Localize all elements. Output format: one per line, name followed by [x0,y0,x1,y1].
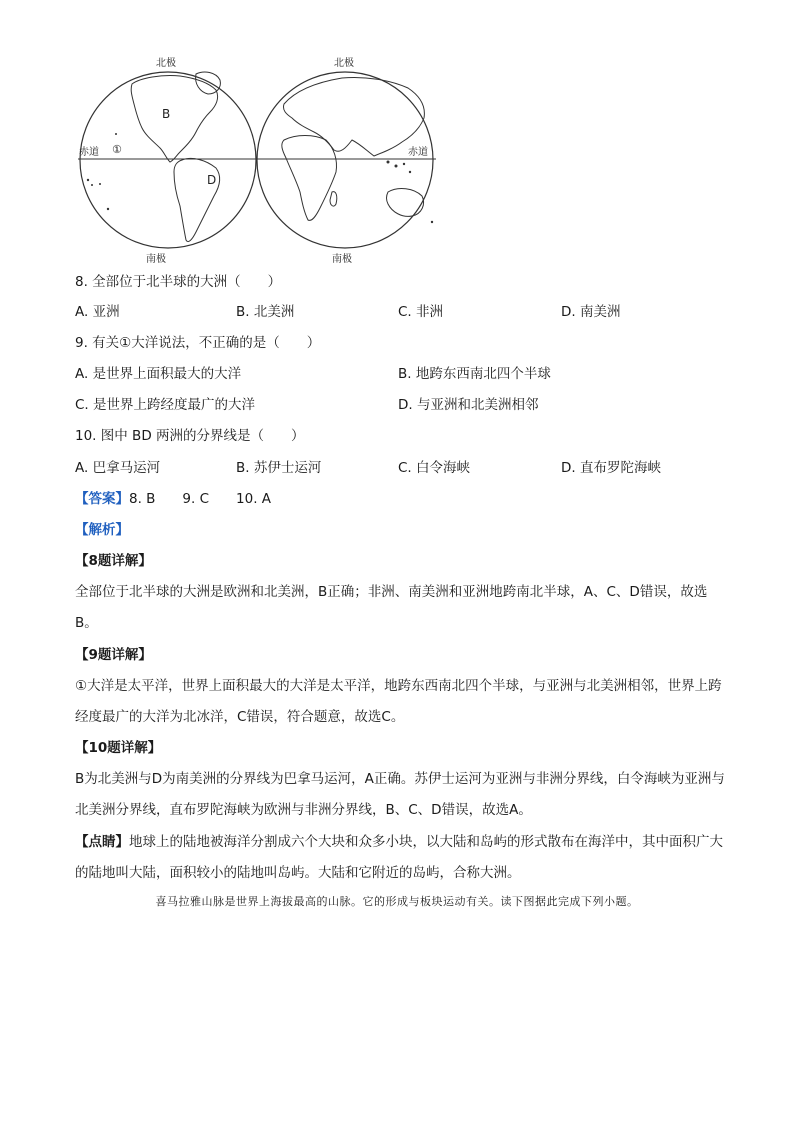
equator-label-east: 赤道 [408,147,428,158]
south-america-shape [174,158,220,241]
north-america-shape [131,75,217,162]
island-dot [409,171,411,173]
north-pole-label-east: 北极 [334,58,354,69]
continent-label-d: D [207,173,217,187]
q10-option-c: C. 白令海峡 [398,460,471,476]
ocean-label-1: ① [112,143,122,156]
world-hemispheres-map [70,52,450,266]
q9-option-c: C. 是世界上跨经度最广的大洋 [75,397,256,413]
answer-tag: 【答案】 [75,491,129,507]
detail-8-title: 【8题详解】 [75,553,152,569]
q8-option-d: D. 南美洲 [561,304,621,320]
island-dot [99,183,101,185]
answer-line [75,489,271,509]
tip-tag: 【点睛】 [75,834,129,850]
q8-stem: 8. 全部位于北半球的大洲（ ） [75,274,282,290]
equator-label-west: 赤道 [79,147,99,158]
continent-label-b: B [162,107,171,121]
africa-shape [282,136,337,221]
q8-option-b: B. 北美洲 [236,304,295,320]
island-dot [395,165,398,168]
q9-stem: 9. 有关①大洋说法，不正确的是（ ） [75,335,321,351]
island-dot [115,133,117,135]
q10-option-a: A. 巴拿马运河 [75,460,161,476]
eurasia-shape [283,77,424,156]
island-dot [431,221,433,223]
greenland-shape [196,72,221,94]
detail-9-title: 【9题详解】 [75,647,152,663]
q8-option-c: C. 非洲 [398,304,444,320]
detail-8-text: 全部位于北半球的大洲是欧洲和北美洲，B正确；非洲、南美洲和亚洲地跨南北半球，A、C、D错误，故选B。 [75,584,708,631]
q10-option-d: D. 直布罗陀海峡 [561,460,661,476]
q9-option-a: A. 是世界上面积最大的大洋 [75,366,242,382]
south-pole-label-east: 南极 [332,254,352,265]
q9-option-d: D. 与亚洲和北美洲相邻 [398,397,539,413]
q9-option-b: B. 地跨东西南北四个半球 [398,366,551,382]
north-pole-label-west: 北极 [156,58,176,69]
q10-option-b: B. 苏伊士运河 [236,460,322,476]
detail-10-text: B为北美洲与D为南美洲的分界线为巴拿马运河，A正确。苏伊士运河为亚洲与非洲分界线，白令海峡为亚洲与北美洲分界线，直布罗陀海峡为欧洲与非洲分界线，B、C、D错误，故选A。 [75,771,725,818]
q10-stem: 10. 图中 BD 两洲的分界线是（ ） [75,428,305,444]
tip-paragraph [75,827,725,888]
madagascar-shape [330,192,337,206]
island-dot [403,163,405,165]
tip-text: 地球上的陆地被海洋分割成六个大块和众多小块，以大陆和岛屿的形式散布在海洋中，其中面积广大的陆地叫大陆，面积较小的陆地叫岛屿。大陆和它附近的岛屿，合称大洲。 [75,834,723,881]
detail-10-title: 【10题详解】 [75,740,162,756]
island-dot [91,184,93,186]
australia-shape [387,189,424,217]
island-dot [107,208,109,210]
answer-values: 8. B 9. C 10. A [129,491,272,507]
next-section-intro: 喜马拉雅山脉是世界上海拔最高的山脉。它的形成与板块运动有关。读下图据此完成下列小题。 [155,895,639,908]
island-dot [87,179,89,181]
q8-option-a: A. 亚洲 [75,304,120,320]
south-pole-label-west: 南极 [146,254,166,265]
detail-9-text: ①大洋是太平洋，世界上面积最大的大洋是太平洋，地跨东西南北四个半球，与亚洲与北美洲相邻，世界上跨经度最广的大洋为北冰洋，C错误，符合题意，故选C。 [75,678,722,725]
island-dot [387,161,390,164]
eastern-hemisphere [257,72,433,248]
analysis-tag: 【解析】 [75,522,129,538]
